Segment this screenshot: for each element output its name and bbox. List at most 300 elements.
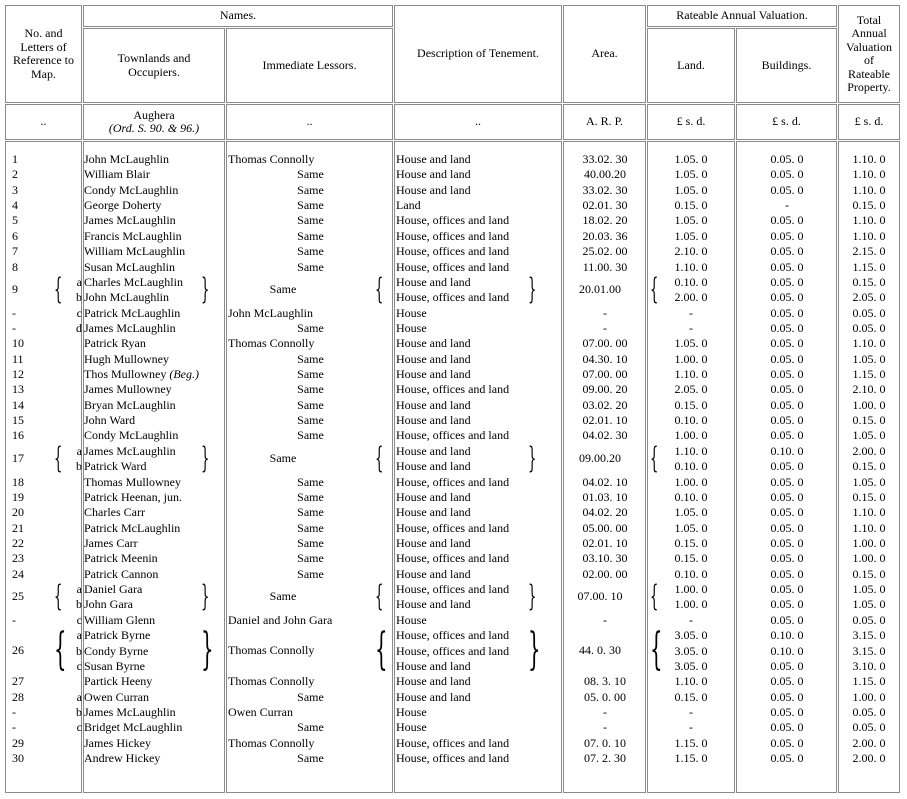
cell-desc: House and land — [396, 351, 471, 366]
cell-buildings: 0.10. 0 — [770, 443, 804, 458]
cell-land: 2.05. 0 — [674, 382, 708, 397]
cell-num: 16 — [12, 428, 24, 443]
cell-letter: c — [76, 612, 82, 627]
cell-lessor: Daniel and John Gara — [228, 612, 333, 627]
cell-buildings: 0.05. 0 — [770, 474, 804, 489]
cell-area: 02.00. 00 — [582, 566, 628, 581]
cell-total: 1.05. 0 — [852, 474, 886, 489]
cell-num: 15 — [12, 413, 24, 428]
cell-total: 3.10. 0 — [852, 658, 886, 673]
cell-land: 0.10. 0 — [674, 459, 708, 474]
subheader-ref: .. — [5, 104, 82, 140]
cell-area: 33.02. 30 — [582, 182, 628, 197]
cell-area: 07. 2. 30 — [584, 751, 626, 766]
cell-buildings: 0.05. 0 — [770, 305, 804, 320]
cell-total: 0.15. 0 — [852, 413, 886, 428]
cell-total: 0.05. 0 — [852, 720, 886, 735]
cell-lessor: Same — [297, 259, 324, 274]
group-lessor: Same — [269, 281, 297, 296]
cell-letter: a — [76, 689, 82, 704]
cell-num: 18 — [12, 474, 24, 489]
cell-land: 1.05. 0 — [674, 213, 708, 228]
cell-occupier: Patrick Byrne — [84, 628, 151, 643]
cell-num: 4 — [12, 198, 18, 213]
cell-total: 0.05. 0 — [852, 320, 886, 335]
cell-desc: House, offices and land — [396, 551, 510, 566]
cell-area: 07.00. 00 — [582, 336, 628, 351]
cell-area: 18.02. 20 — [582, 213, 628, 228]
cell-desc: House and land — [396, 397, 471, 412]
group-number: 26 — [12, 642, 24, 657]
cell-desc: House, offices and land — [396, 228, 510, 243]
cell-area: 04.02. 20 — [582, 505, 628, 520]
cell-total: 1.10. 0 — [852, 167, 886, 182]
cell-letter: c — [76, 305, 82, 320]
cell-area: 02.01. 30 — [582, 198, 628, 213]
cell-buildings: 0.05. 0 — [770, 274, 804, 289]
cell-occupier: Condy McLaughlin — [84, 182, 179, 197]
group-lessor: Thomas Connolly — [228, 642, 315, 657]
cell-occupier: Daniel Gara — [84, 582, 143, 597]
cell-buildings: 0.05. 0 — [770, 382, 804, 397]
cell-buildings: 0.05. 0 — [770, 367, 804, 382]
cell-desc: House — [396, 720, 427, 735]
header-townlands: Townlands and Occupiers. — [83, 28, 225, 103]
cell-letter: a — [76, 582, 82, 597]
cell-desc: House, offices and land — [396, 259, 510, 274]
cell-occupier: James McLaughlin — [84, 704, 176, 719]
cell-num: - — [12, 720, 16, 735]
cell-desc: House and land — [396, 658, 471, 673]
cell-lessor: Same — [297, 351, 324, 366]
cell-occupier: William McLaughlin — [84, 244, 186, 259]
group-lessor: Same — [269, 588, 297, 603]
cell-buildings: 0.05. 0 — [770, 413, 804, 428]
cell-occupier: Bryan McLaughlin — [84, 397, 176, 412]
cell-desc: House and land — [396, 443, 471, 458]
cell-total: 0.15. 0 — [852, 198, 886, 213]
cell-occupier: John McLaughlin — [84, 290, 169, 305]
cell-occupier — [84, 367, 224, 382]
cell-area: 09.00. 20 — [582, 382, 628, 397]
cell-land: 1.05. 0 — [674, 505, 708, 520]
cell-lessor: Same — [297, 489, 324, 504]
cell-occupier: Patrick Heenan, jun. — [84, 489, 182, 504]
cell-buildings: 0.05. 0 — [770, 566, 804, 581]
cell-num: 3 — [12, 182, 18, 197]
occupier-name: Thos Mullowney — [84, 367, 167, 382]
cell-lessor: Same — [297, 182, 324, 197]
right-brace-icon: } — [528, 579, 537, 614]
cell-land: 1.05. 0 — [674, 167, 708, 182]
left-brace-icon: { — [54, 579, 63, 614]
cell-lessor: Same — [297, 320, 324, 335]
header-ref: No. and Letters of Reference to Map. — [5, 5, 82, 103]
cell-buildings: 0.05. 0 — [770, 582, 804, 597]
subheader-total: £ s. d. — [838, 104, 900, 140]
cell-land: 1.00. 0 — [674, 428, 708, 443]
cell-land: - — [689, 305, 693, 320]
cell-occupier: Francis McLaughlin — [84, 228, 182, 243]
cell-lessor: Same — [297, 244, 324, 259]
cell-total: 1.10. 0 — [852, 336, 886, 351]
cell-total: 0.05. 0 — [852, 305, 886, 320]
cell-desc: House, offices and land — [396, 428, 510, 443]
cell-area: 05. 0. 00 — [584, 689, 626, 704]
cell-buildings: 0.05. 0 — [770, 551, 804, 566]
right-brace-icon: } — [201, 579, 210, 614]
cell-total: 2.15. 0 — [852, 244, 886, 259]
cell-num: 21 — [12, 520, 24, 535]
cell-total: 1.05. 0 — [852, 351, 886, 366]
cell-area: 03.10. 30 — [582, 551, 628, 566]
group-lessor: Same — [269, 450, 297, 465]
cell-buildings: 0.05. 0 — [770, 182, 804, 197]
cell-buildings: 0.05. 0 — [770, 489, 804, 504]
cell-total: 1.05. 0 — [852, 428, 886, 443]
cell-total: 1.10. 0 — [852, 520, 886, 535]
cell-occupier: John McLaughlin — [84, 152, 169, 166]
cell-total: 1.00. 0 — [852, 551, 886, 566]
cell-lessor: Thomas Connolly — [228, 152, 315, 166]
cell-land: 0.15. 0 — [674, 689, 708, 704]
cell-total: 0.05. 0 — [852, 612, 886, 627]
cell-land: 0.10. 0 — [674, 489, 708, 504]
cell-desc: House and land — [396, 274, 471, 289]
cell-buildings: 0.05. 0 — [770, 397, 804, 412]
townland-name: Aughera — [133, 107, 175, 122]
cell-buildings: 0.05. 0 — [770, 459, 804, 474]
left-brace-icon: { — [375, 440, 384, 475]
cell-land: 1.05. 0 — [674, 152, 708, 166]
cell-lessor: Same — [297, 228, 324, 243]
cell-buildings: 0.05. 0 — [770, 720, 804, 735]
cell-buildings: 0.05. 0 — [770, 597, 804, 612]
header-area: Area. — [563, 5, 646, 103]
cell-occupier: James Hickey — [84, 735, 151, 750]
cell-land: 1.00. 0 — [674, 474, 708, 489]
cell-occupier: Patrick Cannon — [84, 566, 159, 581]
cell-buildings: 0.05. 0 — [770, 658, 804, 673]
cell-land: 2.10. 0 — [674, 244, 708, 259]
right-brace-icon: } — [201, 271, 210, 306]
cell-area: 40.00.20 — [584, 167, 626, 182]
cell-desc: House, offices and land — [396, 735, 510, 750]
cell-num: 10 — [12, 336, 24, 351]
cell-buildings: 0.10. 0 — [770, 643, 804, 658]
cell-desc: House and land — [396, 689, 471, 704]
group-number: 25 — [12, 588, 24, 603]
cell-occupier: Bridget McLaughlin — [84, 720, 183, 735]
cell-num: 8 — [12, 259, 18, 274]
cell-num: 1 — [12, 152, 18, 166]
cell-land: 3.05. 0 — [674, 628, 708, 643]
cell-buildings: 0.05. 0 — [770, 351, 804, 366]
cell-area: 11.00. 30 — [582, 259, 628, 274]
group-area: 07.00. 10 — [577, 588, 623, 603]
cell-lessor: Same — [297, 505, 324, 520]
cell-total: 0.15. 0 — [852, 274, 886, 289]
cell-total: 0.15. 0 — [852, 459, 886, 474]
cell-land: 3.05. 0 — [674, 658, 708, 673]
cell-lessor: Same — [297, 413, 324, 428]
left-brace-icon: { — [54, 624, 67, 676]
subheader-description: .. — [394, 104, 562, 140]
cell-desc: House and land — [396, 489, 471, 504]
subheader-buildings: £ s. d. — [736, 104, 837, 140]
cell-area: - — [603, 320, 607, 335]
cell-total: 1.00. 0 — [852, 689, 886, 704]
cell-total: 2.00. 0 — [852, 751, 886, 766]
cell-letter: b — [76, 704, 82, 719]
cell-land: 1.10. 0 — [674, 674, 708, 689]
cell-area: 04.30. 10 — [582, 351, 628, 366]
cell-total: 2.05. 0 — [852, 290, 886, 305]
cell-lessor: Same — [297, 720, 324, 735]
right-brace-icon: } — [201, 440, 210, 475]
cell-total: 3.15. 0 — [852, 628, 886, 643]
left-brace-icon: { — [650, 271, 659, 306]
cell-lessor: Same — [297, 167, 324, 182]
cell-total: 2.10. 0 — [852, 382, 886, 397]
cell-desc: House, offices and land — [396, 474, 510, 489]
cell-land: 0.15. 0 — [674, 536, 708, 550]
cell-desc: House — [396, 320, 427, 335]
cell-occupier: Patrick Ward — [84, 459, 147, 474]
cell-total: 1.10. 0 — [852, 152, 886, 166]
cell-area: 07. 0. 10 — [584, 735, 626, 750]
cell-lessor: Same — [297, 428, 324, 443]
cell-buildings: 0.10. 0 — [770, 628, 804, 643]
cell-land: 1.10. 0 — [674, 259, 708, 274]
cell-buildings: 0.05. 0 — [770, 167, 804, 182]
right-brace-icon: } — [528, 271, 537, 306]
cell-land: 1.00. 0 — [674, 582, 708, 597]
cell-buildings: 0.05. 0 — [770, 505, 804, 520]
cell-lessor: Same — [297, 566, 324, 581]
cell-land: 1.10. 0 — [674, 443, 708, 458]
header-land: Land. — [647, 28, 735, 103]
header-lessors: Immediate Lessors. — [226, 28, 393, 103]
cell-occupier: Andrew Hickey — [84, 751, 161, 766]
cell-lessor: Thomas Connolly — [228, 336, 315, 351]
header-description: Description of Tenement. — [394, 5, 562, 103]
cell-land: - — [689, 320, 693, 335]
cell-lessor: Same — [297, 474, 324, 489]
cell-lessor: Same — [297, 367, 324, 382]
cell-occupier: Condy Byrne — [84, 643, 149, 658]
cell-lessor: Same — [297, 536, 324, 550]
cell-total: 1.10. 0 — [852, 228, 886, 243]
cell-letter: b — [76, 597, 82, 612]
cell-land: 0.15. 0 — [674, 198, 708, 213]
cell-desc: House and land — [396, 505, 471, 520]
cell-buildings: 0.05. 0 — [770, 674, 804, 689]
cell-lessor: Same — [297, 397, 324, 412]
cell-occupier: George Doherty — [84, 198, 162, 213]
cell-total: 1.05. 0 — [852, 582, 886, 597]
cell-area: 20.03. 36 — [582, 228, 628, 243]
cell-total: 3.15. 0 — [852, 643, 886, 658]
cell-occupier: Condy McLaughlin — [84, 428, 179, 443]
cell-num: - — [12, 305, 16, 320]
cell-num: 7 — [12, 244, 18, 259]
right-brace-icon: } — [201, 624, 214, 676]
group-number: 9 — [12, 281, 18, 296]
cell-occupier: Susan Byrne — [84, 658, 145, 673]
cell-occupier: James Carr — [84, 536, 138, 550]
cell-desc: House — [396, 305, 427, 320]
cell-land: 1.00. 0 — [674, 351, 708, 366]
cell-desc: House and land — [396, 597, 471, 612]
cell-total: 1.00. 0 — [852, 536, 886, 550]
right-brace-icon: } — [528, 440, 537, 475]
cell-land: 1.15. 0 — [674, 735, 708, 750]
cell-letter: b — [76, 459, 82, 474]
cell-occupier: Patrick McLaughlin — [84, 305, 181, 320]
cell-desc: House and land — [396, 336, 471, 351]
cell-total: 1.05. 0 — [852, 597, 886, 612]
cell-occupier: William Glenn — [84, 612, 156, 627]
cell-buildings: 0.05. 0 — [770, 520, 804, 535]
cell-num: - — [12, 704, 16, 719]
cell-buildings: 0.05. 0 — [770, 320, 804, 335]
cell-letter: a — [76, 274, 82, 289]
cell-land: 2.00. 0 — [674, 290, 708, 305]
cell-occupier: James McLaughlin — [84, 320, 176, 335]
cell-land: 1.00. 0 — [674, 597, 708, 612]
cell-num: 30 — [12, 751, 24, 766]
cell-num: 28 — [12, 689, 24, 704]
cell-lessor: Same — [297, 751, 324, 766]
cell-area: 02.01. 10 — [582, 536, 628, 550]
cell-lessor: Same — [297, 198, 324, 213]
cell-occupier: James McLaughlin — [84, 213, 176, 228]
cell-desc: House and land — [396, 367, 471, 382]
cell-total: 0.05. 0 — [852, 704, 886, 719]
cell-total: 1.15. 0 — [852, 259, 886, 274]
left-brace-icon: { — [375, 624, 388, 676]
subheader-townland — [83, 104, 225, 140]
cell-area: 08. 3. 10 — [584, 674, 626, 689]
cell-num: 29 — [12, 735, 24, 750]
cell-land: 1.05. 0 — [674, 520, 708, 535]
cell-occupier: Susan McLaughlin — [84, 259, 175, 274]
cell-land: 3.05. 0 — [674, 643, 708, 658]
cell-desc: House, offices and land — [396, 582, 510, 597]
subheader-land: £ s. d. — [647, 104, 735, 140]
cell-land: 1.05. 0 — [674, 182, 708, 197]
cell-occupier: James Mullowney — [84, 382, 172, 397]
group-area: 09.00.20 — [579, 450, 621, 465]
cell-occupier: Charles Carr — [84, 505, 145, 520]
cell-land: - — [689, 704, 693, 719]
cell-total: 2.00. 0 — [852, 443, 886, 458]
cell-buildings: 0.05. 0 — [770, 244, 804, 259]
header-buildings: Buildings. — [736, 28, 837, 103]
cell-lessor: John McLaughlin — [228, 305, 313, 320]
header-names: Names. — [83, 5, 393, 27]
cell-num: 13 — [12, 382, 24, 397]
cell-letter: b — [76, 290, 82, 305]
cell-buildings: 0.05. 0 — [770, 152, 804, 166]
cell-desc: House, offices and land — [396, 520, 510, 535]
cell-area: - — [603, 305, 607, 320]
right-brace-icon: } — [528, 624, 541, 676]
cell-occupier: Patrick Meenin — [84, 551, 158, 566]
cell-land: - — [689, 612, 693, 627]
cell-desc: House and land — [396, 566, 471, 581]
cell-area: - — [603, 720, 607, 735]
cell-total: 0.15. 0 — [852, 566, 886, 581]
cell-total: 1.15. 0 — [852, 674, 886, 689]
cell-desc: House and land — [396, 674, 471, 689]
cell-area: 02.01. 10 — [582, 413, 628, 428]
cell-num: 2 — [12, 167, 18, 182]
cell-area: 03.02. 20 — [582, 397, 628, 412]
cell-num: 20 — [12, 505, 24, 520]
cell-desc: House, offices and land — [396, 290, 510, 305]
cell-total: 1.10. 0 — [852, 213, 886, 228]
cell-buildings: 0.05. 0 — [770, 612, 804, 627]
cell-land: 0.15. 0 — [674, 397, 708, 412]
cell-area: 01.03. 10 — [582, 489, 628, 504]
cell-lessor: Thomas Connolly — [228, 735, 315, 750]
cell-buildings: 0.05. 0 — [770, 213, 804, 228]
cell-total: 1.00. 0 — [852, 397, 886, 412]
cell-desc: House and land — [396, 536, 471, 550]
cell-land: - — [689, 720, 693, 735]
cell-occupier: James McLaughlin — [84, 443, 176, 458]
cell-num: 27 — [12, 674, 24, 689]
cell-num: - — [12, 612, 16, 627]
cell-num: - — [12, 320, 16, 335]
cell-area: 05.00. 00 — [582, 520, 628, 535]
subheader-area: A. R. P. — [563, 104, 646, 140]
cell-total: 0.15. 0 — [852, 489, 886, 504]
cell-area: 07.00. 00 — [582, 367, 628, 382]
header-rateable: Rateable Annual Valuation. — [647, 5, 837, 27]
cell-buildings: 0.05. 0 — [770, 751, 804, 766]
cell-desc: House, offices and land — [396, 213, 510, 228]
cell-area: 25.02. 00 — [582, 244, 628, 259]
cell-desc: House, offices and land — [396, 244, 510, 259]
cell-desc: House and land — [396, 413, 471, 428]
cell-total: 1.15. 0 — [852, 367, 886, 382]
cell-buildings: 0.05. 0 — [770, 704, 804, 719]
cell-lessor: Same — [297, 213, 324, 228]
cell-desc: House, offices and land — [396, 382, 510, 397]
left-brace-icon: { — [650, 624, 663, 676]
cell-desc: House — [396, 704, 427, 719]
cell-land: 1.05. 0 — [674, 336, 708, 351]
cell-area: - — [603, 704, 607, 719]
cell-num: 5 — [12, 213, 18, 228]
cell-buildings: 0.05. 0 — [770, 228, 804, 243]
cell-lessor: Same — [297, 520, 324, 535]
cell-occupier: Charles McLaughlin — [84, 274, 183, 289]
cell-land: 0.15. 0 — [674, 551, 708, 566]
townland-ord-ref: (Ord. S. 90. & 96.) — [108, 121, 200, 135]
cell-desc: House and land — [396, 152, 471, 166]
cell-num: 23 — [12, 551, 24, 566]
cell-buildings: 0.05. 0 — [770, 689, 804, 704]
cell-total: 2.00. 0 — [852, 735, 886, 750]
cell-letter: a — [76, 443, 82, 458]
cell-land: 1.10. 0 — [674, 367, 708, 382]
cell-buildings: 0.05. 0 — [770, 536, 804, 550]
cell-lessor: Thomas Connolly — [228, 674, 315, 689]
